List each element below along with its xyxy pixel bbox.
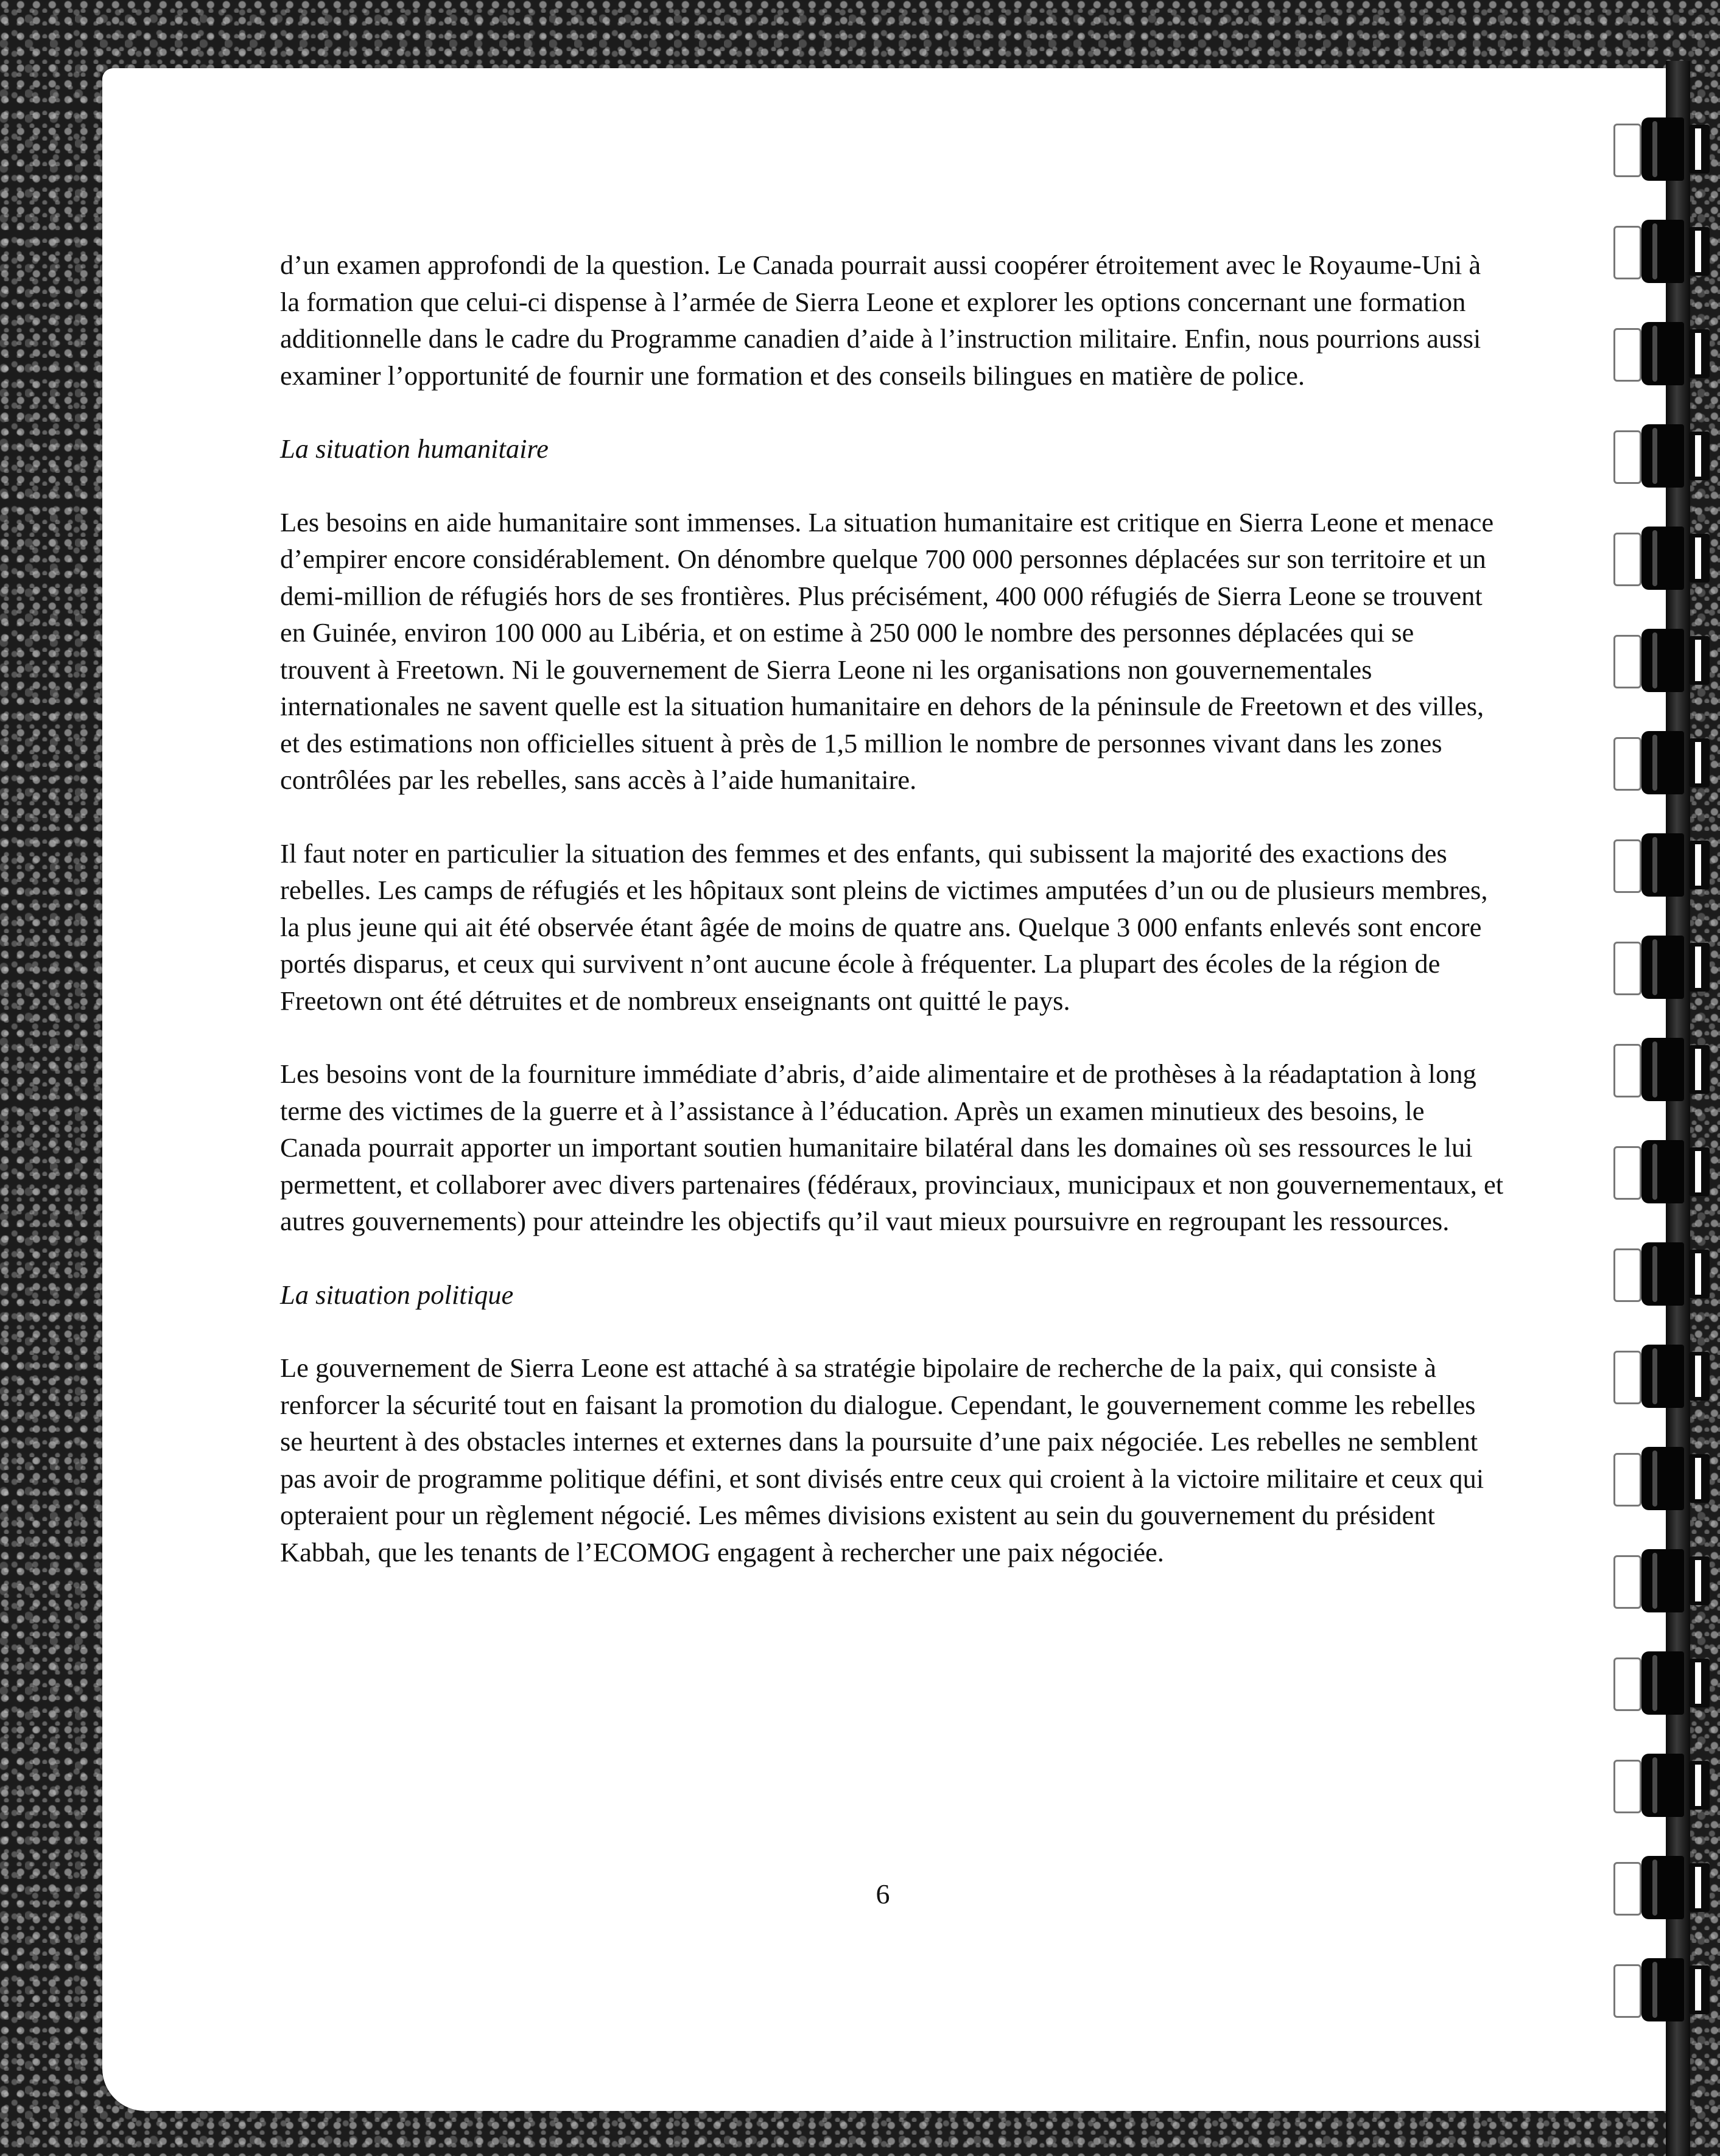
binding-coil bbox=[1641, 1345, 1684, 1408]
binding-ring bbox=[1606, 215, 1716, 287]
binding-coil-end bbox=[1689, 1250, 1710, 1298]
binding-ring bbox=[1606, 522, 1716, 593]
binding-ring bbox=[1606, 1237, 1716, 1309]
binding-coil bbox=[1641, 1651, 1684, 1715]
binding-coil-end bbox=[1689, 636, 1710, 685]
binding-hole bbox=[1613, 226, 1641, 279]
binding-hole bbox=[1613, 1657, 1641, 1711]
binding-coil bbox=[1641, 1754, 1684, 1817]
binding-coil-end bbox=[1689, 841, 1710, 889]
binding-hole bbox=[1613, 635, 1641, 688]
binding-ring bbox=[1606, 1749, 1716, 1821]
binding-hole bbox=[1613, 1862, 1641, 1916]
binding-hole bbox=[1613, 1760, 1641, 1813]
binding-ring bbox=[1606, 1340, 1716, 1412]
binding-coil bbox=[1641, 1242, 1684, 1306]
binding-coil-end bbox=[1689, 1352, 1710, 1401]
binding-coil bbox=[1641, 117, 1684, 181]
binding-hole bbox=[1613, 1248, 1641, 1302]
binding-coil-end bbox=[1689, 329, 1710, 378]
binding-coil bbox=[1641, 527, 1684, 590]
binding-coil bbox=[1641, 731, 1684, 794]
binding-ring bbox=[1606, 1135, 1716, 1207]
paragraph-needs-support: Les besoins vont de la fourniture immédiate d’abris, d’aide alimentaire et de prothèses à la réadaptation à long terme des victimes de la guerre et à l’assistance à l’éducation. Après un examen minutieux des besoins, le Canada pourrait apporter un important soutien humanitaire bilatéral dans les domaines où ses ressources le lui permettent, et collaborer avec divers partenaires (fédéraux, provinciaux, municipaux et non gouvernementaux, et autres gouvernements) pour atteindre les objectifs qu’il vaut mieux poursuivre en regroupant les ressources. bbox=[280, 1059, 1504, 1236]
binding-coil bbox=[1641, 1447, 1684, 1510]
binding-coil-end bbox=[1689, 1147, 1710, 1196]
binding-hole bbox=[1613, 1044, 1641, 1097]
binding-coil-end bbox=[1689, 1454, 1710, 1503]
binding-coil-end bbox=[1689, 227, 1710, 276]
binding-ring bbox=[1606, 931, 1716, 1003]
binding-coil-end bbox=[1689, 738, 1710, 787]
binding-coil-end bbox=[1689, 1863, 1710, 1912]
binding-ring bbox=[1606, 1851, 1716, 1923]
binding-coil bbox=[1641, 629, 1684, 692]
binding-hole bbox=[1613, 533, 1641, 586]
binding-coil-end bbox=[1689, 534, 1710, 583]
document-body bbox=[280, 247, 1504, 1570]
binding-ring bbox=[1606, 624, 1716, 696]
binding-ring bbox=[1606, 726, 1716, 798]
paragraph-political-strategy: Le gouvernement de Sierra Leone est attaché à sa stratégie bipolaire de recherche de la paix, qui consiste à renforcer la sécurité tout en faisant la promotion du dialogue. Cependant, le gouvernement comme les rebelles se heurtent à des obstacles internes et externes dans la poursuite d’une paix négociée. Les rebelles ne semblent pas avoir de programme politique défini, et sont divisés entre ceux qui croient à la victoire militaire et ceux qui opteraient pour un règlement négocié. Les mêmes divisions existent au sein du gouvernement du président Kabbah, que les tenants de l’ECOMOG engagent à rechercher une paix négociée. bbox=[280, 1353, 1484, 1567]
binding-ring bbox=[1606, 1647, 1716, 1718]
binding-hole bbox=[1613, 1555, 1641, 1609]
spiral-binding bbox=[1594, 61, 1720, 2156]
binding-hole bbox=[1613, 737, 1641, 791]
binding-coil bbox=[1641, 936, 1684, 999]
binding-coil bbox=[1641, 1958, 1684, 2021]
binding-coil bbox=[1641, 322, 1684, 385]
binding-coil-end bbox=[1689, 1045, 1710, 1094]
binding-hole bbox=[1613, 942, 1641, 995]
binding-coil bbox=[1641, 1856, 1684, 1919]
binding-ring bbox=[1606, 1544, 1716, 1616]
page-number: 6 bbox=[876, 1878, 890, 1909]
binding-coil-end bbox=[1689, 432, 1710, 480]
binding-hole bbox=[1613, 839, 1641, 893]
binding-coil bbox=[1641, 424, 1684, 488]
binding-hole bbox=[1613, 430, 1641, 484]
binding-coil-end bbox=[1689, 125, 1710, 173]
binding-coil-end bbox=[1689, 1556, 1710, 1605]
binding-hole bbox=[1613, 124, 1641, 177]
binding-coil bbox=[1641, 833, 1684, 897]
binding-hole bbox=[1613, 1146, 1641, 1200]
binding-coil bbox=[1641, 220, 1684, 283]
binding-coil bbox=[1641, 1140, 1684, 1203]
binding-ring bbox=[1606, 1953, 1716, 2025]
binding-coil bbox=[1641, 1549, 1684, 1612]
paragraph-women-children: Il faut noter en particulier la situation des femmes et des enfants, qui subissent la majorité des exactions des rebelles. Les camps de réfugiés et les hôpitaux sont pleins de victimes amputées d’un ou de plusieurs membres, la plus jeune qui ait été observée étant âgée de moins de quatre ans. Quelque 3 000 enfants enlevés sont encore portés disparus, et ceux qui survivent n’ont aucune école à fréquenter. La plupart des écoles de la région de Freetown ont été détruites et de nombreux enseignants ont quitté le pays. bbox=[280, 838, 1488, 1016]
binding-hole bbox=[1613, 328, 1641, 382]
binding-ring bbox=[1606, 113, 1716, 184]
binding-ring bbox=[1606, 317, 1716, 389]
binding-ring bbox=[1606, 1033, 1716, 1105]
heading-political: La situation politique bbox=[280, 1279, 514, 1310]
binding-ring bbox=[1606, 419, 1716, 491]
binding-ring bbox=[1606, 828, 1716, 900]
binding-coil-end bbox=[1689, 1659, 1710, 1707]
binding-coil bbox=[1641, 1038, 1684, 1101]
binding-coil-end bbox=[1689, 1965, 1710, 2014]
binding-ring bbox=[1606, 1442, 1716, 1514]
heading-humanitarian: La situation humanitaire bbox=[280, 433, 549, 464]
binding-hole bbox=[1613, 1351, 1641, 1404]
paragraph-training: d’un examen approfondi de la question. Le Canada pourrait aussi coopérer étroitement avec le Royaume-Uni à la formation que celui-ci dispense à l’armée de Sierra Leone et explorer les options concernant une formation additionnelle dans le cadre du Programme canadien d’aide à l’instruction militaire. Enfin, nous pourrions aussi examiner l’opportunité de fournir une formation et des conseils bilingues en matière de police. bbox=[280, 250, 1481, 391]
binding-hole bbox=[1613, 1964, 1641, 2018]
binding-coil-end bbox=[1689, 1761, 1710, 1810]
binding-hole bbox=[1613, 1453, 1641, 1507]
binding-coil-end bbox=[1689, 943, 1710, 992]
paragraph-humanitarian-needs: Les besoins en aide humanitaire sont immenses. La situation humanitaire est critique en Sierra Leone et menace d’empirer encore considérablement. On dénombre quelque 700 000 personnes déplacées sur son territoire et un demi-million de réfugiés hors de ses frontières. Plus précisément, 400 000 réfugiés de Sierra Leone se trouvent en Guinée, environ 100 000 au Libéria, et on estime à 250 000 le nombre des personnes déplacées qui se trouvent à Freetown. Ni le gouvernement de Sierra Leone ni les organisations non gouvernementales internationales ne savent quelle est la situation humanitaire en dehors de la péninsule de Freetown et des villes, et des estimations non officielles situent à près de 1,5 million le nombre de personnes vivant dans les zones contrôlées par les rebelles, sans accès à l’aide humanitaire. bbox=[280, 506, 1494, 795]
